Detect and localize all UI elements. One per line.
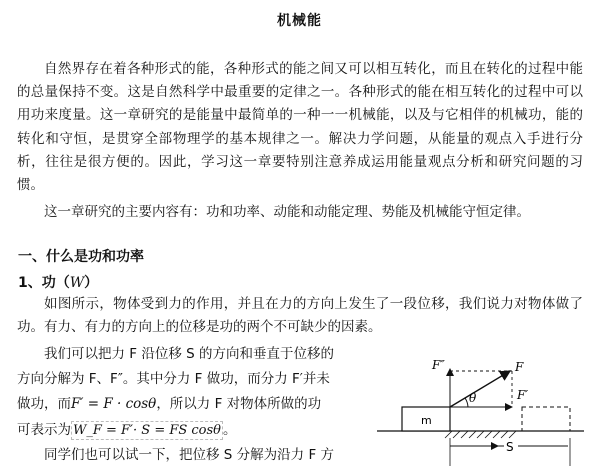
text-line: 我们可以把力 F 沿位移 S 的方向和垂直于位移的 (44, 346, 334, 362)
angle-arc (465, 398, 468, 407)
work-symbol: W (69, 275, 85, 291)
subsection-heading (18, 272, 98, 292)
block-label: m (421, 414, 432, 427)
formula-component: F′ = F · cosθ (71, 396, 157, 413)
text-line: 同学们也可以试一下，把位移 S 分解为沿力 F 方 (44, 446, 334, 463)
force-diagram (372, 350, 587, 471)
force-label: F (515, 360, 524, 374)
perpendicular-label: F″ (432, 358, 445, 372)
block-moved (522, 407, 570, 431)
work-definition-paragraph: 如图所示，物体受到力的作用，并且在力的方向上发生了一段位移，我们说力对物体做了功。有力、有力的方向上的位移是功的两个不可缺少的因素。 (17, 296, 583, 336)
parallel-label: F′ (517, 388, 529, 402)
chapter-content-paragraph: 这一章研究的主要内容有：功和功率、动能和动能定理、势能及机械能守恒定律。 (44, 204, 530, 220)
formula-work: W_F = F′· S = FS cosθ (73, 422, 222, 438)
displacement-label: S (506, 440, 514, 454)
page-title: 机械能 (277, 13, 322, 29)
subsection-heading-text: 1、功（ (18, 275, 70, 291)
force-arrow (450, 371, 510, 407)
text-line: 方向分解为 F、F″。其中分力 F 做功，而分力 F′并未 (17, 371, 330, 388)
text-line (17, 392, 347, 417)
text-fragment: ，所以力 F 对物体所做的功 (156, 396, 322, 413)
section-heading: 一、什么是功和功率 (18, 249, 144, 265)
force-decomposition-text (17, 342, 347, 468)
text-fragment: 。 (223, 421, 237, 438)
subsection-heading-close: ） (84, 275, 99, 291)
ground-hatching (445, 431, 516, 438)
angle-label: θ (469, 391, 477, 405)
text-fragment: 做功，而 (17, 396, 71, 413)
text-line (17, 418, 347, 443)
text-fragment: 可表示为 (17, 421, 71, 438)
intro-paragraph: 自然界存在着各种形式的能，各种形式的能之间又可以相互转化，而且在转化的过程中能的总量保持不变。这是自然科学中最重要的定律之一。各种形式的能在相互转化的过程中可以用功来度量。这一章研究的是能量中最简单的一种一一机械能，以及与它相伴的机械功，能的转化和守恒，是贯穿全部物理学的基本规律之一。解决力学问题，从能量的观点入手进行分析，往往是很方便的。因此，学习这一章要特别注意养成运用能量观点分析和研究问题的习惯。 (17, 61, 583, 194)
